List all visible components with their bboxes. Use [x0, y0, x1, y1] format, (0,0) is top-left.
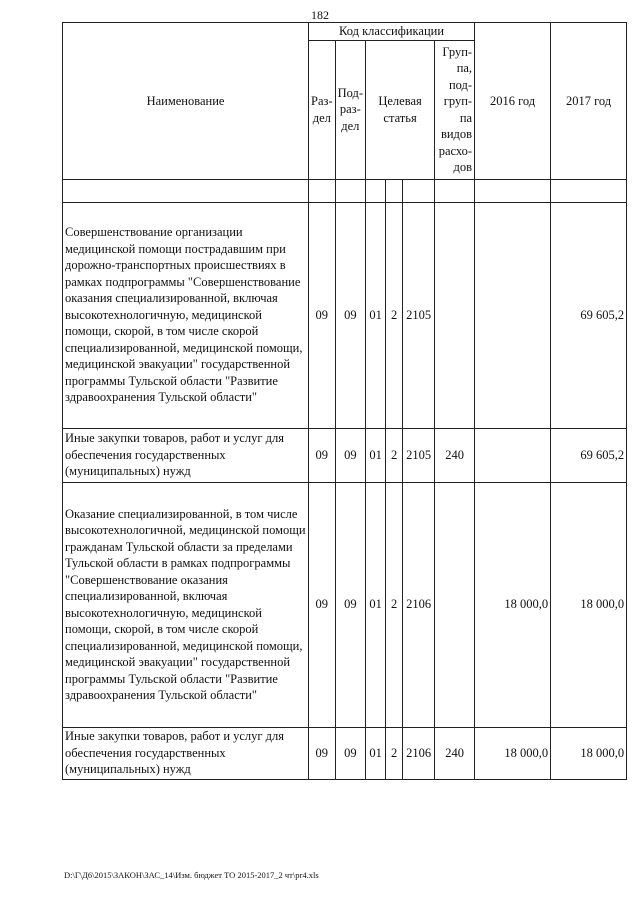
- row-name: Совершенствование организации медицинской помощи пострадавшим при дорожно-транспортных происшествиях в рамках подпрограммы "Совершенствование оказания специализированной, включая высокотехнологичную, медицинской помощи, скорой, в том числе скорой специализированной, медицинской помощи, медицинской эвакуации" государственной программы Тульской области "Развитие здравоохранения Тульской области": [63, 202, 309, 428]
- table-row: [63, 202, 627, 428]
- row-ts2: 2: [386, 202, 403, 428]
- header-tselevaya-statya: Целевая статья: [366, 40, 435, 179]
- budget-table: [62, 22, 627, 780]
- table-row: [63, 727, 627, 779]
- header-gruppa-vidov-rashodov: Груп- па, под- груп- па видов расхо- дов: [435, 40, 475, 179]
- header-year-2016: 2016 год: [475, 23, 551, 180]
- row-2017: 18 000,0: [551, 482, 627, 727]
- row-vid: 240: [435, 727, 475, 779]
- row-ts2: 2: [386, 428, 403, 482]
- header-classification: Код классификации: [309, 23, 475, 41]
- header-year-2017: 2017 год: [551, 23, 627, 180]
- row-ts3: 2105: [403, 428, 435, 482]
- row-podrazdel: 09: [335, 428, 365, 482]
- row-ts1: 01: [366, 482, 386, 727]
- row-podrazdel: 09: [335, 727, 365, 779]
- row-ts1: 01: [366, 727, 386, 779]
- row-razdel: 09: [309, 727, 336, 779]
- row-2016: 18 000,0: [475, 482, 551, 727]
- row-name: Иные закупки товаров, работ и услуг для обеспечения государственных (муниципальных) нужд: [63, 428, 309, 482]
- row-vid: [435, 482, 475, 727]
- header-name: Наименование: [63, 23, 309, 180]
- row-vid: 240: [435, 428, 475, 482]
- row-2017: 69 605,2: [551, 202, 627, 428]
- row-razdel: 09: [309, 202, 336, 428]
- row-ts3: 2105: [403, 202, 435, 428]
- row-name: Оказание специализированной, в том числе высокотехнологичной, медицинской помощи гражданам Тульской области за пределами Тульской области в рамках подпрограммы "Совершенствование оказания специализированной, включая высокотехнологичную, медицинской помощи, скорой, в том числе скорой специализированной, медицинской помощи, медицинской эвакуации" государственной программы Тульской области "Развитие здравоохранения Тульской области": [63, 482, 309, 727]
- row-name: Иные закупки товаров, работ и услуг для обеспечения государственных (муниципальных) нужд: [63, 727, 309, 779]
- file-path-footer: D:\Г\Д6\2015\ЗАКОН\ЗАС_14\Изм. бюджет ТО 2015-2017_2 чт\pr4.xls: [64, 870, 319, 880]
- row-ts2: 2: [386, 482, 403, 727]
- row-2017: 69 605,2: [551, 428, 627, 482]
- row-razdel: 09: [309, 482, 336, 727]
- row-2016: [475, 428, 551, 482]
- row-2016: [475, 202, 551, 428]
- row-2017: 18 000,0: [551, 727, 627, 779]
- row-ts1: 01: [366, 202, 386, 428]
- row-ts3: 2106: [403, 727, 435, 779]
- spacer-row: [63, 179, 627, 202]
- row-podrazdel: 09: [335, 482, 365, 727]
- header-row: [63, 23, 627, 41]
- row-ts2: 2: [386, 727, 403, 779]
- page-number: 182: [311, 8, 329, 22]
- row-razdel: 09: [309, 428, 336, 482]
- row-vid: [435, 202, 475, 428]
- row-ts3: 2106: [403, 482, 435, 727]
- header-podrazdel: Под- раз- дел: [335, 40, 365, 179]
- row-podrazdel: 09: [335, 202, 365, 428]
- table-row: [63, 428, 627, 482]
- row-ts1: 01: [366, 428, 386, 482]
- row-2016: 18 000,0: [475, 727, 551, 779]
- table-row: [63, 482, 627, 727]
- header-razdel: Раз- дел: [309, 40, 336, 179]
